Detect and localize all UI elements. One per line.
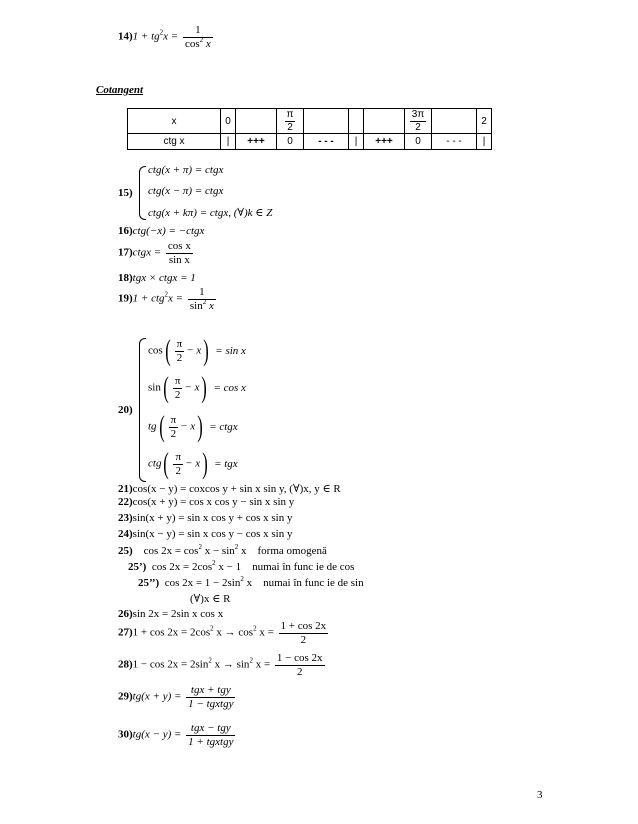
table-cell: - - - xyxy=(432,134,477,150)
formula-20-line: ctg( $\frac{\pi}{2}$ − x) = tgx xyxy=(148,447,238,480)
formula-24: 24)sin(x − y) = sin x cos y − cos x sin y xyxy=(118,528,293,540)
formula-number: 15) xyxy=(118,187,133,199)
formula-18: 18)tgx × ctgx = 1 xyxy=(118,272,196,284)
brace xyxy=(139,338,146,482)
table-cell: 0 xyxy=(221,109,236,134)
brace xyxy=(139,166,146,220)
formula-29: 29)tg(x + y) = $\frac{\text{tgx + tgy}}{\text{1 − tgxtgy}}$ xyxy=(118,684,234,710)
table-cell: 2 xyxy=(477,109,492,134)
table-cell xyxy=(364,109,405,134)
formula-line: ctg(x + π) = ctgx xyxy=(148,164,224,176)
table-cell: | xyxy=(349,134,364,150)
formula-19: 19)1 + ctg$^2$x = $\frac{1}{\sin^2 x}$ xyxy=(118,286,214,312)
formula-20-line: sin( $\frac{\pi}{2}$ − x) = cos x xyxy=(148,371,246,404)
table-cell: 0 xyxy=(277,134,304,150)
formula-25b: 25’’) $\cos 2x = 1 - 2\sin^2$ x numai în func ie de sin xyxy=(138,575,364,589)
formula-line: ctg(x − π) = ctgx xyxy=(148,185,224,197)
page-number: 3 xyxy=(537,789,543,801)
formula-16: 16)ctg(−x) = −ctgx xyxy=(118,225,205,237)
formula-21: 21)cos(x − y) = coxcos y + sin x sin y, (∀)x, y ∈ R xyxy=(118,483,341,495)
formula-23: 23)sin(x + y) = sin x cos y + cos x sin y xyxy=(118,512,293,524)
formula-26: 26)sin 2x = 2sin x cos x xyxy=(118,608,224,620)
formula-number: 20) xyxy=(118,404,133,416)
section-title-cotangent: Cotangent xyxy=(96,84,144,96)
formula-20-line: tg( $\frac{\pi}{2}$ − x) = ctgx xyxy=(148,410,238,443)
table-cell: - - - xyxy=(304,134,349,150)
table-cell xyxy=(432,109,477,134)
formula-line: ctg(x + kπ) = ctgx, (∀)k ∈ Z xyxy=(148,207,273,219)
table-cell xyxy=(349,109,364,134)
formula-22: 22)cos(x + y) = cos x cos y − sin x sin y xyxy=(118,496,295,508)
table-cell xyxy=(236,109,277,134)
formula-25a: 25’) $\cos 2x = 2\cos^2$ x − 1 numai în func ie de cos xyxy=(128,559,355,573)
table-cell: +++ xyxy=(236,134,277,150)
table-cell xyxy=(304,109,349,134)
table-cell: ctg x xyxy=(128,134,221,150)
formula-20-line: cos( $\frac{\pi}{2}$ − x) = sin x xyxy=(148,334,246,367)
table-cell: x xyxy=(128,109,221,134)
table-cell: $\frac{\pi}{2}$ xyxy=(277,109,304,134)
table-cell: 0 xyxy=(405,134,432,150)
formula-28: $28)1 - \cos 2x = 2\sin^2$ $x \to \sin^2 x$ = $\frac{1 - \cos 2x}{2}$ xyxy=(118,652,323,678)
table-cell: | xyxy=(477,134,492,150)
table-cell: | xyxy=(221,134,236,150)
formula-27: $27)1 + \cos 2x = 2\cos^2$ $x \to \cos^2 x$ = $\frac{1 + \cos 2x}{2}$ xyxy=(118,620,327,646)
sign-table-ctg xyxy=(127,108,492,150)
table-cell: +++ xyxy=(364,134,405,150)
table-cell: $\frac{3\pi}{2}$ xyxy=(405,109,432,134)
fraction: $\frac{1}{\cos^2 x}$ xyxy=(184,24,211,50)
formula-30: 30)tg(x − y) = $\frac{\text{tgx − tgy}}{\text{1 + tgxtgy}}$ xyxy=(118,722,234,748)
formula-14: $14)1 + tg^2x$ = $\frac{1}{\cos^2 x}$ xyxy=(118,24,211,50)
formula-25: 25) $\cos 2x = \cos^2 x - \sin^2 x$ forma omogenă xyxy=(118,543,327,557)
formula-25c: (∀)x ∈ R xyxy=(190,593,231,605)
formula-17: 17)ctgx = $\frac{\text{cos x}}{\text{sin x}}$ xyxy=(118,240,191,266)
formula-number: 14) xyxy=(118,30,133,43)
